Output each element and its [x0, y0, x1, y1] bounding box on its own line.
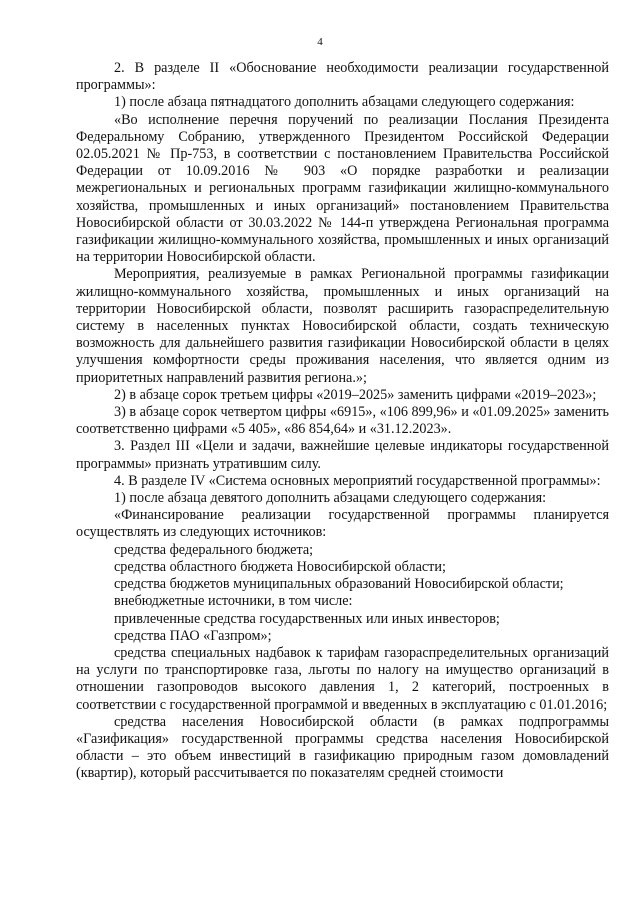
- document-body: [76, 60, 609, 783]
- paragraph: «Во исполнение перечня поручений по реализации Послания Президента Федеральному Собранию, утвержденного Президентом Российской Федерации 02.05.2021 № Пр-753, в соответствии с постановлением Правительства Российской Федерации от 10.09.2016 № 903 «О порядке разработки и реализации межрегиональных и региональных программ газификации жилищно-коммунального хозяйства, промышленных и иных организаций» постановлением Правительства Новосибирской области от 30.03.2022 № 144-п утверждена Региональная программа газификации жилищно-коммунального хозяйства, промышленных и иных организаций на территории Новосибирской области.: [76, 111, 609, 266]
- paragraph: привлеченные средства государственных или иных инвесторов;: [114, 610, 500, 627]
- paragraph: средства областного бюджета Новосибирской области;: [114, 558, 446, 575]
- paragraph: 1) после абзаца девятого дополнить абзацами следующего содержания:: [114, 490, 547, 507]
- paragraph: 3) в абзаце сорок четвертом цифры «6915», «106 899,96» и «01.09.2025» заменить соответственно цифрами «5 405», «86 854,64» и «31.12.2023».: [76, 404, 609, 438]
- paragraph: Мероприятия, реализуемые в рамках Региональной программы газификации жилищно-коммунального хозяйства, промышленных и иных организаций на территории Новосибирской области, позволят расширить газораспределительную систему в населенных пунктах Новосибирской области, создать техническую возможность для дальнейшего развития газификации Новосибирской области в целях улучшения комфортности среды проживания населения, что является одним из приоритетных направлений развития региона.»;: [76, 266, 609, 386]
- page-number: 4: [317, 36, 323, 48]
- paragraph: средства специальных надбавок к тарифам газораспределительных организаций на услуги по транспортировке газа, льготы по налогу на имущество организаций в отношении газопроводов высокого давления 1, 2 категорий, построенных в соответствии с государственной программой и введенных в эксплуатацию с 01.01.2016;: [76, 644, 609, 713]
- paragraph: 4. В разделе IV «Система основных мероприятий государственной программы»:: [114, 472, 601, 489]
- paragraph: 3. Раздел III «Цели и задачи, важнейшие целевые индикаторы государственной программы» признать утратившим силу.: [76, 438, 609, 472]
- paragraph: внебюджетные источники, в том числе:: [114, 593, 353, 610]
- paragraph: средства населения Новосибирской области (в рамках подпрограммы «Газификация» государственной программы средства населения Новосибирской области – это объем инвестиций в газификацию природным газом домовладений (квартир), который рассчитывается по показателям средней стоимости: [76, 713, 609, 782]
- paragraph: 2) в абзаце сорок третьем цифры «2019–2025» заменить цифрами «2019–2023»;: [114, 386, 597, 403]
- paragraph: «Финансирование реализации государственной программы планируется осуществлять из следующих источников:: [76, 507, 609, 541]
- paragraph: 2. В разделе II «Обоснование необходимости реализации государственной программы»:: [76, 60, 609, 94]
- paragraph: средства ПАО «Газпром»;: [114, 627, 272, 644]
- paragraph: средства федерального бюджета;: [114, 541, 314, 558]
- paragraph: 1) после абзаца пятнадцатого дополнить абзацами следующего содержания:: [114, 94, 575, 111]
- paragraph: средства бюджетов муниципальных образований Новосибирской области;: [114, 576, 564, 593]
